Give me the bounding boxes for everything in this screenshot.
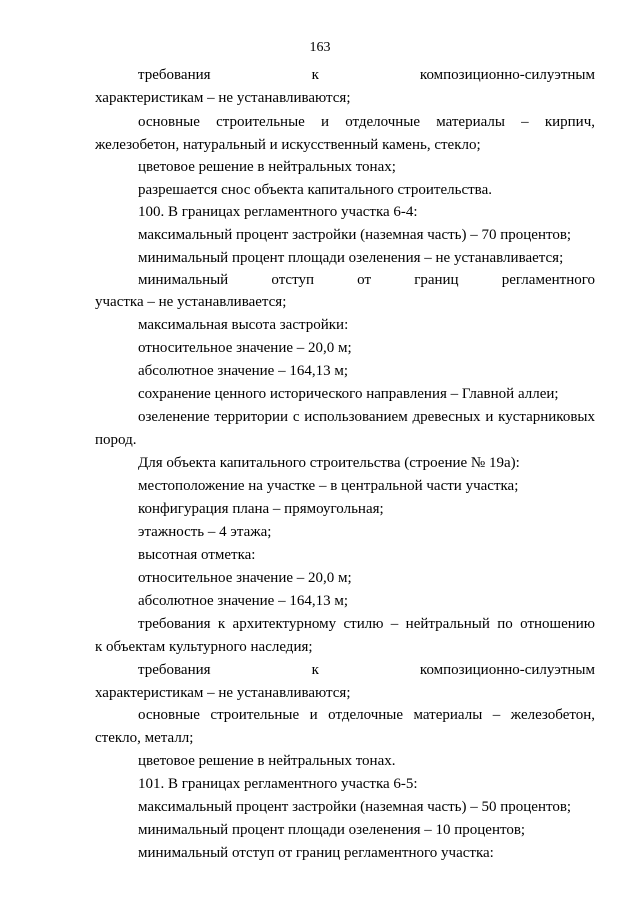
page-number: 163 bbox=[309, 40, 331, 55]
text-line: цветовое решение в нейтральных тонах; bbox=[138, 159, 396, 175]
text-line: железобетон, натуральный и искусственный камень, стекло; bbox=[95, 137, 481, 153]
text-line: минимальный процент площади озеленения – 10 процентов; bbox=[138, 822, 526, 838]
text-line: максимальный процент застройки (наземная часть) – 50 процентов; bbox=[138, 799, 572, 815]
text-line: конфигурация плана – прямоугольная; bbox=[138, 501, 384, 517]
text-line: минимальный отступ от границ регламентного bbox=[138, 272, 595, 288]
text-line: этажность – 4 этажа; bbox=[138, 524, 272, 540]
text-line: требования к композиционно-силуэтным bbox=[138, 662, 595, 678]
text-line: участка – не устанавливается; bbox=[95, 294, 287, 310]
text-line: требования к архитектурному стилю – нейтральный по отношению bbox=[138, 616, 595, 632]
text-line: цветовое решение в нейтральных тонах. bbox=[138, 753, 396, 769]
text-line: озеленение территории с использованием древесных и кустарниковых bbox=[138, 409, 595, 425]
text-line: характеристикам – не устанавливаются; bbox=[95, 685, 351, 701]
text-line: относительное значение – 20,0 м; bbox=[138, 570, 352, 586]
text-line: максимальный процент застройки (наземная часть) – 70 процентов; bbox=[138, 227, 572, 243]
text-line: характеристикам – не устанавливаются; bbox=[95, 90, 351, 106]
text-line: сохранение ценного исторического направления – Главной аллеи; bbox=[138, 386, 559, 402]
text-line: разрешается снос объекта капитального строительства. bbox=[138, 182, 492, 198]
text-line: относительное значение – 20,0 м; bbox=[138, 340, 352, 356]
text-line: минимальный отступ от границ регламентного участка: bbox=[138, 845, 494, 861]
text-line: основные строительные и отделочные материалы – кирпич, bbox=[138, 114, 595, 130]
text-line: высотная отметка: bbox=[138, 547, 256, 563]
text-line: 100. В границах регламентного участка 6-4: bbox=[138, 204, 418, 220]
text-line: стекло, металл; bbox=[95, 730, 194, 746]
text-line: абсолютное значение – 164,13 м; bbox=[138, 593, 348, 609]
text-line: основные строительные и отделочные материалы – железобетон, bbox=[138, 707, 595, 723]
text-line: пород. bbox=[95, 432, 137, 448]
text-line: Для объекта капитального строительства (строение № 19а): bbox=[138, 455, 520, 471]
text-line: требования к композиционно-силуэтным bbox=[138, 67, 595, 83]
text-line: местоположение на участке – в центральной части участка; bbox=[138, 478, 519, 494]
text-line: минимальный процент площади озеленения – не устанавливается; bbox=[138, 250, 564, 266]
text-line: к объектам культурного наследия; bbox=[95, 639, 313, 655]
text-line: абсолютное значение – 164,13 м; bbox=[138, 363, 348, 379]
text-line: максимальная высота застройки: bbox=[138, 317, 349, 333]
text-line: 101. В границах регламентного участка 6-5: bbox=[138, 776, 418, 792]
